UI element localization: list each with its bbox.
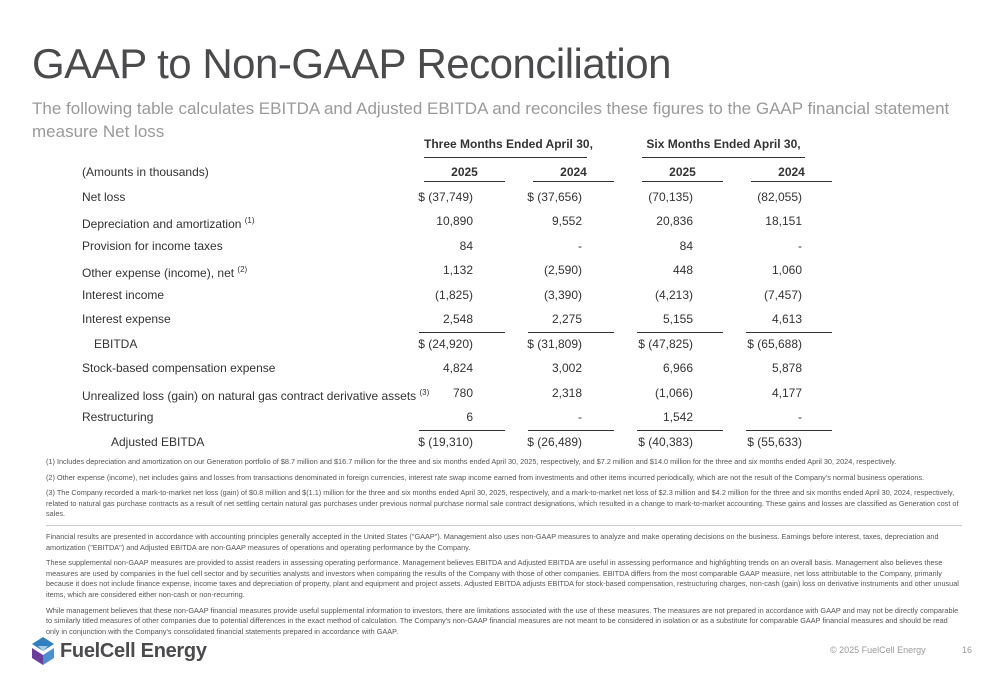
- row-label: [82, 258, 247, 283]
- year-header: 2025: [424, 160, 505, 182]
- row-value: 84: [459, 238, 473, 253]
- row-value: 4,177: [771, 385, 802, 400]
- row-value: $ (26,489): [527, 434, 582, 449]
- row-label: [82, 356, 275, 381]
- page-subtitle: The following table calculates EBITDA and Adjusted EBITDA and reconciles these figures to the GAAP financial statement measure Net loss: [32, 99, 950, 141]
- row-value: (82,055): [757, 189, 802, 204]
- footnote-ref: (2): [237, 265, 248, 274]
- table-row: [82, 332, 807, 357]
- table-row: [82, 405, 807, 430]
- row-value: 780: [452, 385, 473, 400]
- subtotal-rule: [419, 430, 505, 431]
- year-header: 2024: [533, 160, 614, 182]
- row-label: [82, 283, 164, 308]
- table-row: [82, 430, 807, 455]
- row-label: [82, 209, 255, 234]
- row-label: [82, 234, 223, 259]
- row-value: $ (37,749): [418, 189, 473, 204]
- table-row: [82, 185, 807, 210]
- row-value: 4,824: [442, 361, 473, 375]
- page-number: 16: [962, 645, 973, 655]
- divider: [46, 525, 962, 526]
- row-value: (1,825): [434, 287, 473, 302]
- footnote-2: (2) Other expense (income), net includes gains and losses from transactions denominated in foreign currencies, interest rate swap income earned from investments and other items incurred periodically, which are not the result of the Company's normal business operations.: [46, 472, 925, 482]
- row-value: 5,878: [771, 361, 802, 375]
- row-label: [82, 307, 171, 332]
- page-title: GAAP to Non-GAAP Reconciliation: [32, 40, 671, 87]
- disclosure-paragraph-2: These supplemental non-GAAP measures are provided to assist readers in assessing operating performance. Management believes EBITDA and Adjusted EBITDA are useful in assessing performance and highlighting trends on an overall basis. Management also believes these measures are used by companies in the fuel cell sector and by securities analysts and investors when comparing the results of the Company with those of other companies. EBITDA differs from the most comparable GAAP measure, net loss attributable to the Company, primarily because it does not include finance expense, income taxes and depreciation of property, plant and equipment and project assets. Adjusted EBITDA adjusts EBITDA for stock-based compensation, restructuring charges, non-cash (gain) loss on derivative instruments and other unusual items, which are considered either non-cash or non-recurring.: [46, 558, 959, 599]
- row-label-text: Other expense (income), net: [82, 266, 235, 280]
- row-value: $ (24,920): [418, 336, 473, 351]
- subtotal-rule: [746, 332, 832, 333]
- row-value: 3,002: [551, 361, 582, 375]
- subtotal-rule: [419, 332, 505, 333]
- row-value: (4,213): [654, 287, 693, 302]
- row-value: 5,155: [662, 312, 693, 326]
- row-value: 2,275: [551, 312, 582, 326]
- row-label: [94, 332, 137, 357]
- disclosure-paragraph-3: While management believes that these non-GAAP financial measures provide useful supplemental information to investors, there are limitations associated with the use of these measures. The measures are not prepared in accordance with GAAP and may not be directly comparable to similarly titled measures of other companies due to potential differences in the exact method of calculation. The Company's non-GAAP financial measures are not meant to be considered in isolation or as a substitute for comparable GAAP financial measures and should be read only in conjunction with the Company's consolidated financial statements prepared in accordance with GAAP.: [46, 605, 959, 636]
- row-value: $ (37,656): [527, 189, 582, 204]
- row-value: $ (40,383): [638, 434, 693, 449]
- row-value: (1,066): [654, 385, 693, 400]
- row-value: 6: [466, 410, 473, 424]
- row-value: $ (55,633): [747, 434, 802, 449]
- reconciliation-table: [82, 160, 807, 454]
- footnote-ref: (3): [419, 387, 430, 397]
- row-value: 10,890: [436, 214, 473, 228]
- row-value: 9,552: [551, 214, 582, 228]
- row-label-text: Adjusted EBITDA: [111, 434, 205, 449]
- row-value: 2,548: [442, 312, 473, 326]
- row-value: (7,457): [763, 287, 802, 302]
- row-value: 6,966: [662, 361, 693, 375]
- table-row: [82, 209, 807, 234]
- footnotes: [46, 457, 962, 642]
- subtotal-rule: [746, 430, 832, 431]
- table-row: [82, 258, 807, 283]
- subtotal-rule: [528, 430, 614, 431]
- group-header-six-months: Six Months Ended April 30,: [642, 137, 805, 158]
- table-row: [82, 307, 807, 332]
- row-value: -: [798, 238, 802, 253]
- row-label-text: EBITDA: [94, 336, 138, 351]
- row-label-text: Net loss: [82, 189, 126, 204]
- row-value: (3,390): [543, 287, 582, 302]
- year-header: 2025: [642, 160, 723, 182]
- logo-mark-icon: [30, 636, 56, 666]
- table-row: [82, 381, 807, 406]
- subtotal-rule: [528, 332, 614, 333]
- row-label-text: Stock-based compensation expense: [82, 361, 276, 375]
- row-value: 84: [679, 238, 693, 253]
- row-value: 1,542: [662, 410, 693, 424]
- row-value: $ (31,809): [527, 336, 582, 351]
- footnote-3: (3) The Company recorded a mark-to-market net loss (gain) of $0.8 million and $(1.1) million for the three and six months ended April 30, 2025, respectively, and a mark-to-market net loss of $2.3 million and $4.2 million for the three and six months ended April 30, 2024, respectively, related to natural gas purchase contracts as a result of net settling certain natural gas purchases under previous normal purchase normal sale contract designations, which resulted in a change to mark-to-market accounting. These gains and losses are classified as Generation cost of sales.: [46, 488, 959, 519]
- row-value: $ (47,825): [638, 336, 693, 351]
- row-label: [82, 185, 125, 210]
- row-label-text: Depreciation and amortization: [82, 217, 242, 231]
- amounts-label: (Amounts in thousands): [82, 165, 209, 179]
- table-row: [82, 234, 807, 259]
- row-label: [111, 430, 204, 455]
- copyright: © 2025 FuelCell Energy: [830, 645, 926, 655]
- table-row: [82, 283, 807, 308]
- row-value: 1,132: [442, 263, 473, 277]
- row-value: -: [578, 410, 582, 424]
- row-value: 20,836: [656, 214, 693, 228]
- row-label-text: Provision for income taxes: [82, 238, 223, 253]
- year-header: 2024: [751, 160, 832, 182]
- row-value: (2,590): [543, 263, 582, 277]
- row-value: $ (19,310): [418, 434, 473, 449]
- row-value: 1,060: [771, 263, 802, 277]
- row-label-text: Unrealized loss (gain) on natural gas contract derivative assets: [82, 388, 417, 403]
- row-value: -: [578, 238, 582, 253]
- row-value: 4,613: [771, 312, 802, 326]
- row-value: 2,318: [551, 385, 582, 400]
- row-value: 448: [672, 263, 693, 277]
- row-label-text: Restructuring: [82, 410, 154, 424]
- row-value: -: [798, 410, 802, 424]
- row-label-text: Interest expense: [82, 312, 171, 326]
- group-header-three-months: Three Months Ended April 30,: [424, 137, 587, 158]
- row-value: $ (65,688): [747, 336, 802, 351]
- disclosure-paragraph-1: Financial results are presented in accordance with accounting principles generally accepted in the United States ("GAAP"). Management also uses non-GAAP measures to analyze and make operating decisions on the business. Earnings before interest, taxes, depreciation and amortization ("EBITDA") and Adjusted EBITDA are non-GAAP measures of operations and operating performance by the Company.: [46, 531, 939, 552]
- footnote-ref: (1): [244, 216, 255, 225]
- row-label-text: Interest income: [82, 287, 165, 302]
- row-value: (70,135): [648, 189, 693, 204]
- footnote-1: (1) Includes depreciation and amortization on our Generation portfolio of $8.7 million and $16.7 million for the three and six months ended April 30, 2025, respectively, and $7.2 million and $14.0 million for the three and six months ended April 30, 2024, respectively.: [46, 457, 897, 466]
- subtotal-rule: [637, 430, 723, 431]
- table-row: [82, 356, 807, 381]
- company-logo: [30, 636, 207, 666]
- subtotal-rule: [637, 332, 723, 333]
- row-value: 18,151: [765, 214, 802, 228]
- table-header-row: [82, 160, 807, 185]
- row-label: [82, 405, 153, 430]
- logo-text: FuelCell Energy: [60, 639, 207, 662]
